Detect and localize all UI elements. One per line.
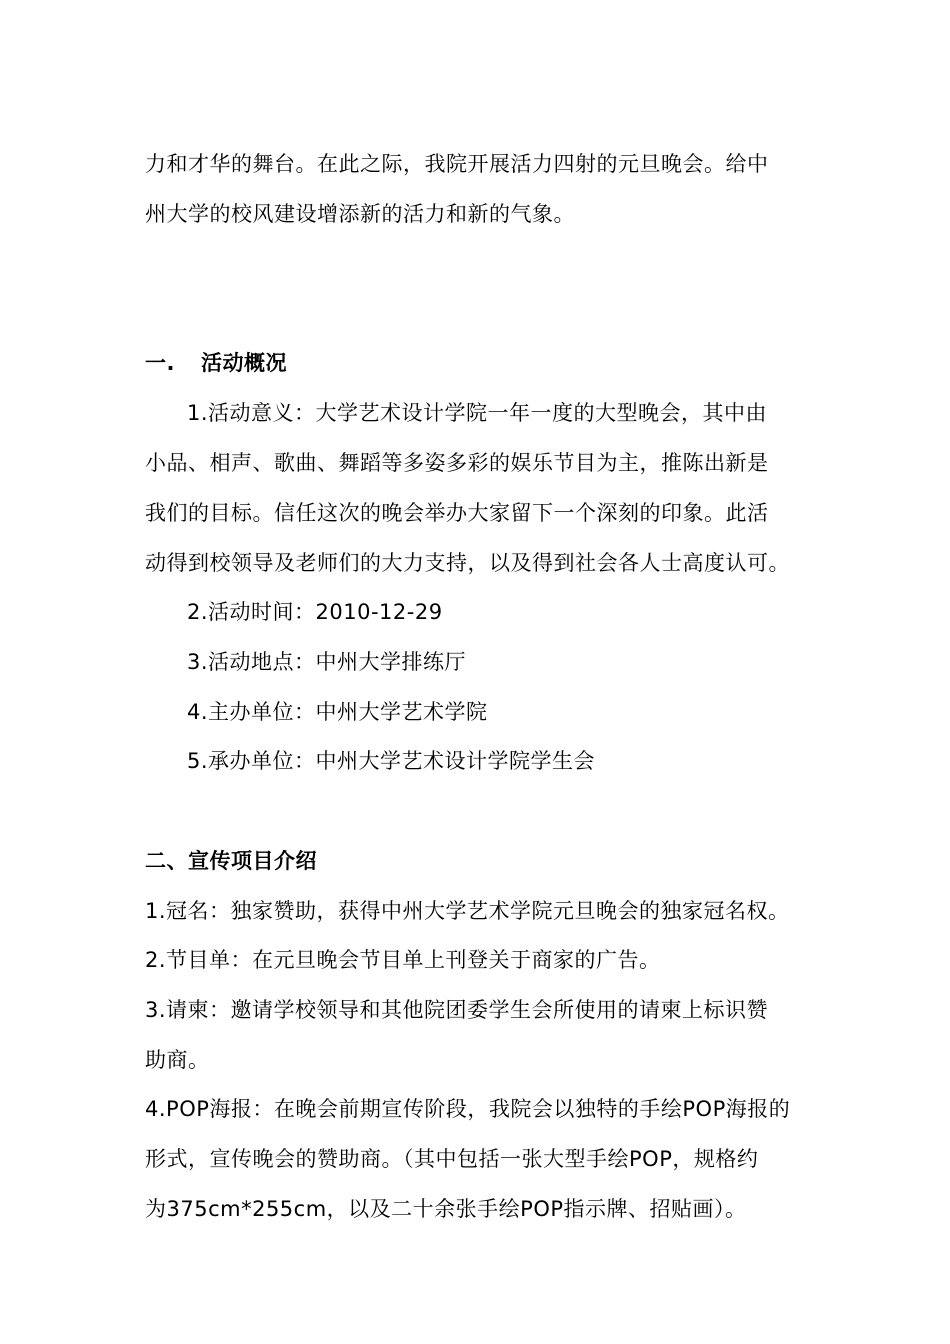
item-program: 2.节目单：在元旦晚会节目单上刊登关于商家的广告。 xyxy=(145,948,661,972)
item-invitation-line-2: 助商。 xyxy=(145,1048,210,1072)
activity-time: 2.活动时间：2010-12-29 xyxy=(187,600,443,624)
meaning-line-2: 小品、相声、歌曲、舞蹈等多姿多彩的娱乐节目为主，推陈出新是 xyxy=(145,451,769,475)
meaning-line-1: 1.活动意义：大学艺术设计学院一年一度的大型晚会，其中由 xyxy=(187,401,768,425)
intro-line-1: 力和才华的舞台。在此之际，我院开展活力四射的元旦晚会。给中 xyxy=(145,152,769,176)
meaning-line-3: 我们的目标。信任这次的晚会举办大家留下一个深刻的印象。此活 xyxy=(145,501,769,525)
item-poster-line-1: 4.POP海报：在晚会前期宣传阶段，我院会以独特的手绘POP海报的 xyxy=(145,1097,791,1121)
item-poster-line-3: 为375cm*255cm，以及二十余张手绘POP指示牌、招贴画）。 xyxy=(145,1197,747,1221)
section1-title: 活动概况 xyxy=(201,351,287,375)
section2-heading: 二、宣传项目介绍 xyxy=(145,849,317,873)
intro-line-2: 州大学的校风建设增添新的活力和新的气象。 xyxy=(145,202,575,226)
meaning-line-4: 动得到校领导及老师们的大力支持，以及得到社会各人士高度认可。 xyxy=(145,551,790,575)
host-unit: 4.主办单位：中州大学艺术学院 xyxy=(187,700,488,724)
section1-number: 一. xyxy=(145,351,175,375)
item-naming: 1.冠名：独家赞助，获得中州大学艺术学院元旦晚会的独家冠名权。 xyxy=(145,899,790,923)
activity-place: 3.活动地点：中州大学排练厅 xyxy=(187,650,467,674)
item-poster-line-2: 形式，宣传晚会的赞助商。（其中包括一张大型手绘POP，规格约 xyxy=(145,1147,759,1171)
item-invitation-line-1: 3.请柬：邀请学校领导和其他院团委学生会所使用的请柬上标识赞 xyxy=(145,998,769,1022)
organizer-unit: 5.承办单位：中州大学艺术设计学院学生会 xyxy=(187,749,596,773)
section1-heading xyxy=(145,350,287,376)
